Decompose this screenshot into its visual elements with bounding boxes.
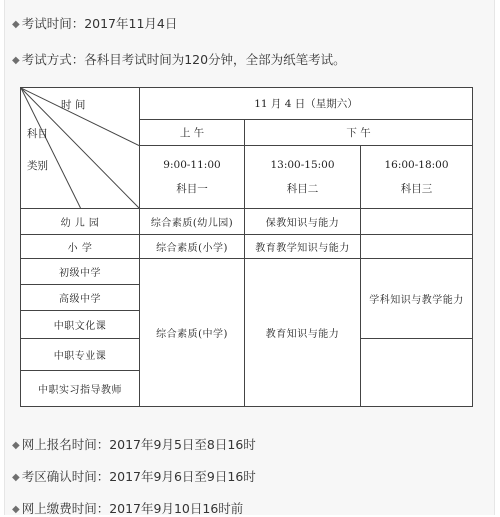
header-corner-cell: [21, 88, 140, 209]
cell-kindergarten-s1: 综合素质(幼儿园): [140, 209, 245, 235]
row-label-junior: 初级中学: [21, 259, 140, 285]
row-label-voc-practice: 中职实习指导教师: [21, 371, 140, 407]
diamond-icon: ◆: [12, 19, 20, 30]
slot-cell-2: [245, 146, 361, 209]
afternoon-header-cell: 下 午: [245, 120, 473, 146]
slot-cell-1: [140, 146, 245, 209]
region-confirmation-line: [12, 467, 256, 485]
row-label-primary: 小 学: [21, 235, 140, 259]
cell-secondary-s2: 教育知识与能力: [245, 259, 361, 407]
cell-kindergarten-s3: [361, 209, 473, 235]
diamond-icon: ◆: [12, 472, 20, 483]
cell-kindergarten-s2: 保教知识与能力: [245, 209, 361, 235]
slot-subject-2: 科目二: [286, 182, 319, 195]
cell-primary-s2: 教育教学知识与能力: [245, 235, 361, 259]
date-header-cell: 11 月 4 日（星期六）: [140, 88, 473, 120]
cell-voc-s3: [361, 339, 473, 407]
region-confirmation-text: 考区确认时间：2017年9月6日至9日16时: [21, 469, 256, 484]
diamond-icon: ◆: [12, 55, 20, 66]
corner-subject-label: 科目: [27, 128, 48, 140]
row-label-kindergarten: 幼 儿 园: [21, 209, 140, 235]
slot-time-2: 13:00-15:00: [270, 158, 335, 171]
exam-method-line: [12, 50, 346, 68]
row-label-voc-major: 中职专业课: [21, 339, 140, 371]
exam-date-text: 考试时间：2017年11月4日: [21, 16, 178, 31]
slot-subject-1: 科目一: [176, 182, 208, 195]
exam-date-line: [12, 14, 177, 32]
corner-category-label: 类别: [27, 160, 48, 172]
row-label-senior: 高级中学: [21, 285, 140, 311]
cell-primary-s3: [361, 235, 473, 259]
exam-method-text: 考试方式：各科目考试时间为120分钟，全部为纸笔考试。: [21, 52, 346, 67]
cell-secondary-s3: 学科知识与教学能力: [361, 259, 473, 339]
diamond-icon: ◆: [12, 440, 20, 451]
row-label-voc-culture: 中职文化课: [21, 311, 140, 339]
cell-primary-s1: 综合素质(小学): [140, 235, 245, 259]
online-payment-line: [12, 499, 243, 517]
online-payment-text: 网上缴费时间：2017年9月10日16时前: [21, 501, 244, 516]
slot-time-1: 9:00-11:00: [163, 158, 221, 171]
exam-schedule-table: [20, 87, 473, 407]
slot-subject-3: 科目三: [400, 182, 433, 195]
morning-header-cell: 上 午: [140, 120, 245, 146]
slot-cell-3: [361, 146, 473, 209]
diamond-icon: ◆: [12, 504, 20, 515]
online-registration-line: [12, 435, 256, 453]
online-registration-text: 网上报名时间：2017年9月5日至8日16时: [21, 437, 256, 452]
cell-secondary-s1: 综合素质(中学): [140, 259, 245, 407]
corner-time-label: 时 间: [61, 99, 86, 111]
slot-time-3: 16:00-18:00: [384, 158, 449, 171]
